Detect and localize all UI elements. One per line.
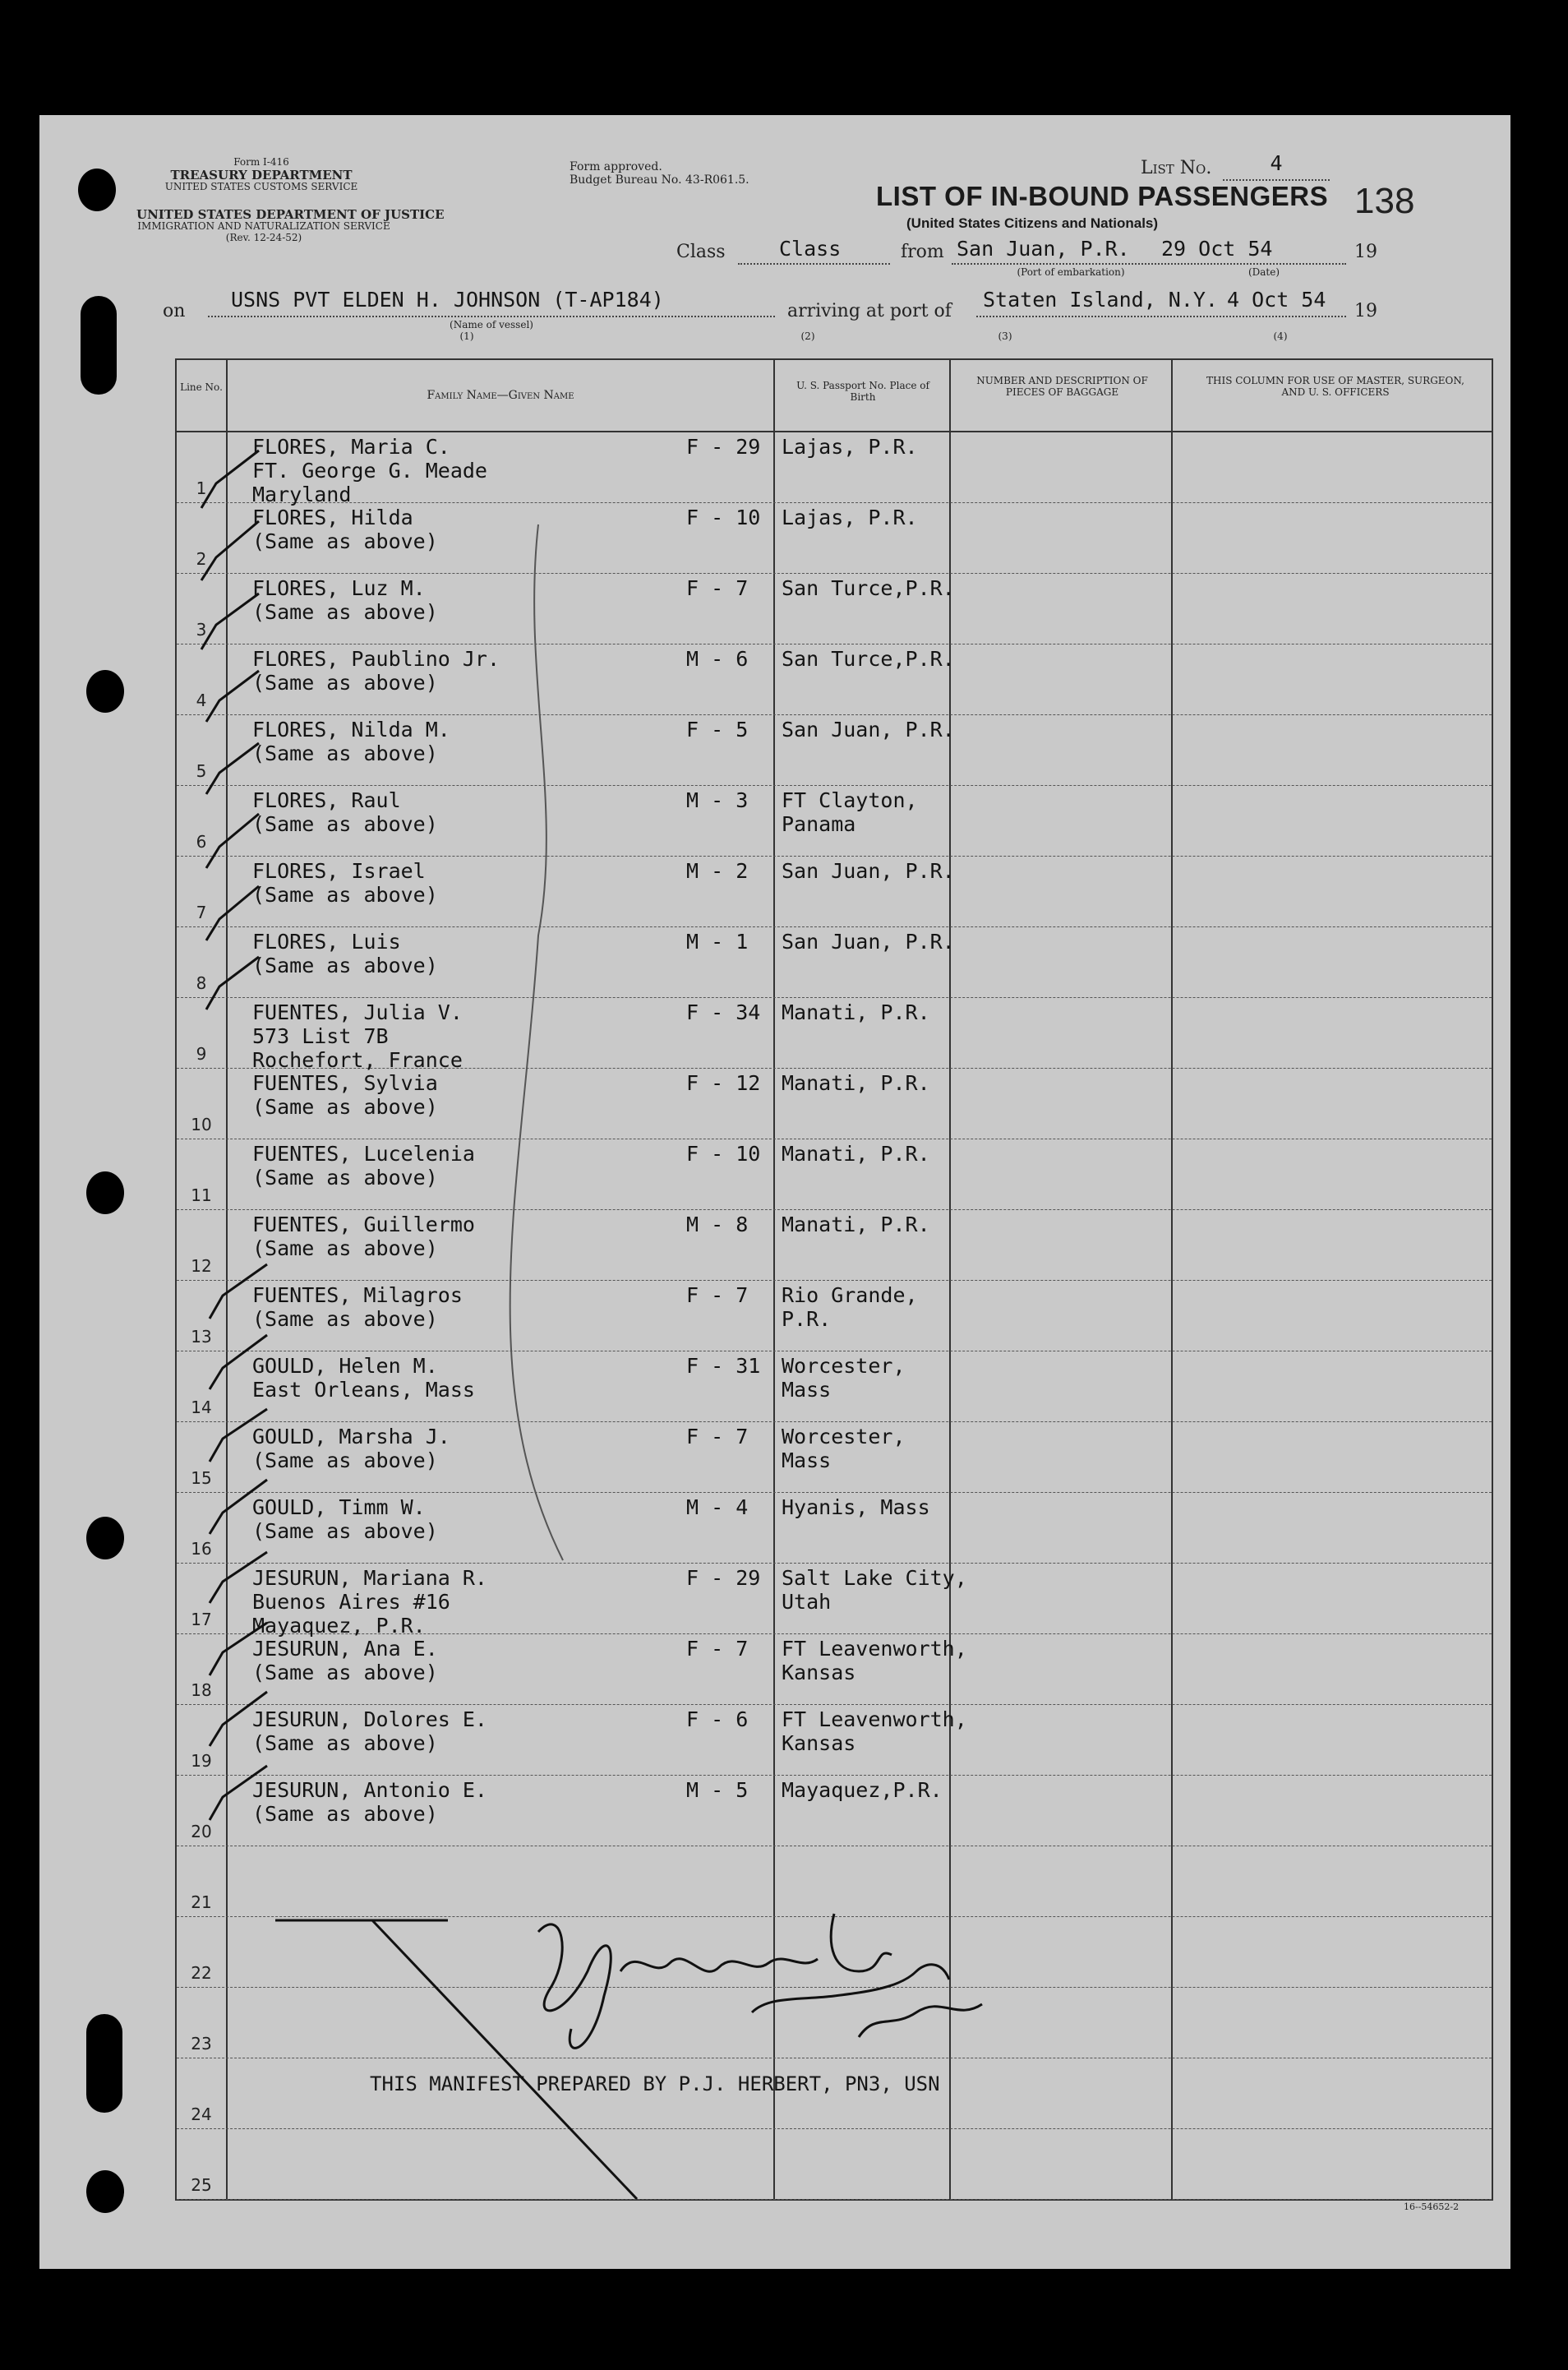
port-caption: (Port of embarkation) xyxy=(1017,266,1125,278)
year-suffix-1: 19 xyxy=(1354,242,1377,262)
passenger-address: Rochefort, France xyxy=(252,1048,463,1072)
place-of-birth: Panama xyxy=(782,812,856,836)
class-value: Class xyxy=(779,237,842,261)
col-header-baggage: NUMBER AND DESCRIPTION OF PIECES OF BAGGAGE xyxy=(976,375,1148,398)
binder-hole xyxy=(78,169,116,211)
sex-age: F - 10 xyxy=(686,506,761,529)
place-of-birth: San Juan, P.R. xyxy=(782,930,955,954)
pen-stroke-diagonal xyxy=(372,1920,637,2199)
justice-label: UNITED STATES DEPARTMENT OF JUSTICE xyxy=(136,207,445,222)
line-number: 3 xyxy=(196,620,207,640)
sex-age: F - 7 xyxy=(686,576,749,600)
ins-label: IMMIGRATION AND NATURALIZATION SERVICE xyxy=(137,220,390,232)
col-num-4: (4) xyxy=(1273,330,1288,342)
passenger-name: JESURUN, Antonio E. xyxy=(252,1778,487,1802)
binder-hole xyxy=(86,670,124,713)
sex-age: F - 29 xyxy=(686,435,761,459)
place-of-birth: Worcester, xyxy=(782,1354,906,1378)
line-number: 12 xyxy=(191,1256,212,1276)
class-line xyxy=(738,263,890,265)
sex-age: M - 8 xyxy=(686,1213,749,1236)
year-suffix-2: 19 xyxy=(1354,301,1377,321)
revision-label: (Rev. 12-24-52) xyxy=(225,232,302,243)
row-divider xyxy=(177,2199,1492,2200)
line-number: 8 xyxy=(196,973,207,993)
sex-age: M - 3 xyxy=(686,788,749,812)
passenger-address: (Same as above) xyxy=(252,1661,438,1684)
passenger-name: FUENTES, Julia V. xyxy=(252,1000,463,1024)
place-of-birth: Utah xyxy=(782,1590,832,1614)
col-num-1: (1) xyxy=(459,330,474,342)
passenger-address: 573 List 7B xyxy=(252,1024,389,1048)
date-caption: (Date) xyxy=(1247,266,1280,278)
line-number: 14 xyxy=(191,1398,212,1417)
passenger-name: FLORES, Hilda xyxy=(252,506,413,529)
passenger-address: (Same as above) xyxy=(252,883,438,907)
passenger-name: FLORES, Paublino Jr. xyxy=(252,647,500,671)
passenger-name: FUENTES, Guillermo xyxy=(252,1213,475,1236)
place-of-birth: Manati, P.R. xyxy=(782,1000,930,1024)
line-number: 16 xyxy=(191,1539,212,1559)
line-number: 20 xyxy=(191,1822,212,1841)
bleed-through-area xyxy=(1387,1730,1502,1862)
binder-hole xyxy=(86,2170,124,2213)
page-number: 138 xyxy=(1354,181,1415,221)
vessel-caption: (Name of vessel) xyxy=(450,319,533,330)
passenger-address: (Same as above) xyxy=(252,529,438,553)
signature-scribble xyxy=(538,1914,982,2048)
passenger-name: FLORES, Israel xyxy=(252,859,426,883)
place-of-birth: Worcester, xyxy=(782,1425,906,1448)
sex-age: F - 10 xyxy=(686,1142,761,1166)
place-of-birth: San Turce,P.R. xyxy=(782,647,955,671)
manifest-sheet xyxy=(39,115,1510,2269)
line-number: 4 xyxy=(196,691,207,710)
place-of-birth: Mass xyxy=(782,1448,832,1472)
passenger-address: (Same as above) xyxy=(252,741,438,765)
place-of-birth: Mass xyxy=(782,1378,832,1402)
col-header-passport: U. S. Passport No. Place of Birth xyxy=(796,380,929,403)
sex-age: F - 31 xyxy=(686,1354,761,1378)
place-of-birth: Hyanis, Mass xyxy=(782,1495,930,1519)
customs-label: UNITED STATES CUSTOMS SERVICE xyxy=(164,181,358,192)
from-line xyxy=(952,263,1346,265)
line-number: 19 xyxy=(191,1751,212,1771)
passenger-address: (Same as above) xyxy=(252,1307,438,1331)
binder-hole xyxy=(86,1517,124,1559)
passenger-address: Maryland xyxy=(252,483,352,506)
place-of-birth: San Juan, P.R. xyxy=(782,859,955,883)
place-of-birth: Kansas xyxy=(782,1661,856,1684)
list-no-value: 4 xyxy=(1270,151,1283,175)
passenger-table xyxy=(175,358,1493,2201)
sex-age: F - 5 xyxy=(686,718,749,741)
sex-age: F - 6 xyxy=(686,1707,749,1731)
passenger-name: GOULD, Helen M. xyxy=(252,1354,438,1378)
col-header-line-no: Line No. xyxy=(180,381,223,393)
line-number: 21 xyxy=(191,1892,212,1912)
place-of-birth: Salt Lake City, xyxy=(782,1566,967,1590)
passenger-address: (Same as above) xyxy=(252,1095,438,1119)
passenger-address: (Same as above) xyxy=(252,1166,438,1190)
passenger-address: (Same as above) xyxy=(252,1236,438,1260)
arrival-date: 4 Oct 54 xyxy=(1227,288,1326,312)
place-of-birth: FT Leavenworth, xyxy=(782,1637,967,1661)
passenger-address: (Same as above) xyxy=(252,812,438,836)
line-number: 9 xyxy=(196,1044,207,1064)
sex-age: M - 2 xyxy=(686,859,749,883)
passenger-name: FLORES, Nilda M. xyxy=(252,718,450,741)
col-num-2: (2) xyxy=(800,330,815,342)
line-number: 18 xyxy=(191,1680,212,1700)
col-num-3: (3) xyxy=(998,330,1012,342)
passenger-name: FUENTES, Sylvia xyxy=(252,1071,438,1095)
place-of-birth: Mayaquez,P.R. xyxy=(782,1778,943,1802)
col-header-name: Family Name—Given Name xyxy=(427,389,574,402)
passenger-name: GOULD, Timm W. xyxy=(252,1495,426,1519)
passenger-address: Buenos Aires #16 xyxy=(252,1590,450,1614)
vessel-line xyxy=(208,316,775,317)
passenger-name: FUENTES, Milagros xyxy=(252,1283,463,1307)
place-of-birth: San Juan, P.R. xyxy=(782,718,955,741)
sex-age: F - 7 xyxy=(686,1637,749,1661)
line-number: 22 xyxy=(191,1963,212,1983)
passenger-name: FUENTES, Lucelenia xyxy=(252,1142,475,1166)
passenger-address: (Same as above) xyxy=(252,1731,438,1755)
arrival-line xyxy=(976,316,1346,317)
line-number: 7 xyxy=(196,903,207,922)
passenger-name: FLORES, Luz M. xyxy=(252,576,426,600)
binder-hole-oval xyxy=(86,2014,122,2113)
passenger-address: (Same as above) xyxy=(252,1802,438,1826)
handwriting-overlay xyxy=(177,360,1492,2199)
place-of-birth: San Turce,P.R. xyxy=(782,576,955,600)
line-number: 23 xyxy=(191,2034,212,2054)
place-of-birth: Lajas, P.R. xyxy=(782,506,918,529)
line-number: 11 xyxy=(191,1185,212,1205)
on-label: on xyxy=(163,301,186,321)
sex-age: F - 29 xyxy=(686,1566,761,1590)
line-number: 5 xyxy=(196,761,207,781)
passenger-name: JESURUN, Mariana R. xyxy=(252,1566,487,1590)
binder-hole xyxy=(86,1171,124,1214)
place-of-birth: FT Leavenworth, xyxy=(782,1707,967,1731)
place-of-birth: Manati, P.R. xyxy=(782,1142,930,1166)
col-header-officers: THIS COLUMN FOR USE OF MASTER, SURGEON, AND U. S. OFFICERS xyxy=(1206,375,1464,398)
document-title: LIST OF IN-BOUND PASSENGERS xyxy=(876,181,1329,211)
document-subtitle: (United States Citizens and Nationals) xyxy=(906,215,1159,231)
place-of-birth: P.R. xyxy=(782,1307,832,1331)
sex-age: M - 5 xyxy=(686,1778,749,1802)
prepared-by: THIS MANIFEST PREPARED BY P.J. HERBERT, PN3, USN xyxy=(370,2072,940,2095)
sex-age: F - 7 xyxy=(686,1283,749,1307)
check-marks xyxy=(201,450,267,1820)
vessel-name: USNS PVT ELDEN H. JOHNSON (T-AP184) xyxy=(231,288,664,312)
from-value: San Juan, P.R. xyxy=(957,237,1130,261)
passenger-address: (Same as above) xyxy=(252,1519,438,1543)
pencil-bracket-mark xyxy=(510,524,563,1560)
passenger-address: (Same as above) xyxy=(252,1448,438,1472)
sex-age: M - 6 xyxy=(686,647,749,671)
place-of-birth: FT Clayton, xyxy=(782,788,918,812)
line-number: 2 xyxy=(196,549,207,569)
arrival-port: Staten Island, N.Y. xyxy=(983,288,1218,312)
line-number: 17 xyxy=(191,1610,212,1629)
sex-age: M - 1 xyxy=(686,930,749,954)
passenger-name: FLORES, Raul xyxy=(252,788,401,812)
from-label: from xyxy=(901,242,944,262)
passenger-name: JESURUN, Dolores E. xyxy=(252,1707,487,1731)
passenger-name: JESURUN, Ana E. xyxy=(252,1637,438,1661)
line-number: 24 xyxy=(191,2104,212,2124)
passenger-name: GOULD, Marsha J. xyxy=(252,1425,450,1448)
form-number: Form I-416 xyxy=(233,156,289,168)
line-number: 15 xyxy=(191,1468,212,1488)
sex-age: F - 12 xyxy=(686,1071,761,1095)
sex-age: F - 34 xyxy=(686,1000,761,1024)
treasury-label: TREASURY DEPARTMENT xyxy=(170,168,353,182)
list-no-label: List No. xyxy=(1141,158,1212,178)
line-number: 10 xyxy=(191,1115,212,1134)
passenger-name: FLORES, Maria C. xyxy=(252,435,450,459)
place-of-birth: Manati, P.R. xyxy=(782,1071,930,1095)
place-of-birth: Kansas xyxy=(782,1731,856,1755)
passenger-address: FT. George G. Meade xyxy=(252,459,487,483)
passenger-address: (Same as above) xyxy=(252,954,438,977)
line-number: 1 xyxy=(196,478,207,498)
place-of-birth: Lajas, P.R. xyxy=(782,435,918,459)
line-number: 25 xyxy=(191,2175,212,2195)
budget-label: Budget Bureau No. 43-R061.5. xyxy=(570,173,749,187)
line-number: 13 xyxy=(191,1327,212,1347)
sex-age: F - 7 xyxy=(686,1425,749,1448)
class-label: Class xyxy=(676,242,726,262)
binder-hole-oval xyxy=(81,296,117,395)
passenger-address: (Same as above) xyxy=(252,600,438,624)
departure-date: 29 Oct 54 xyxy=(1161,237,1273,261)
approved-label: Form approved. xyxy=(570,160,662,173)
passenger-address: East Orleans, Mass xyxy=(252,1378,475,1402)
passenger-address: Mayaquez, P.R. xyxy=(252,1614,426,1638)
sex-age: M - 4 xyxy=(686,1495,749,1519)
line-number: 6 xyxy=(196,832,207,852)
arriving-label: arriving at port of xyxy=(787,301,952,321)
place-of-birth: Manati, P.R. xyxy=(782,1213,930,1236)
place-of-birth: Rio Grande, xyxy=(782,1283,918,1307)
passenger-address: (Same as above) xyxy=(252,671,438,695)
passenger-name: FLORES, Luis xyxy=(252,930,401,954)
stock-number: 16--54652-2 xyxy=(1404,2201,1460,2212)
